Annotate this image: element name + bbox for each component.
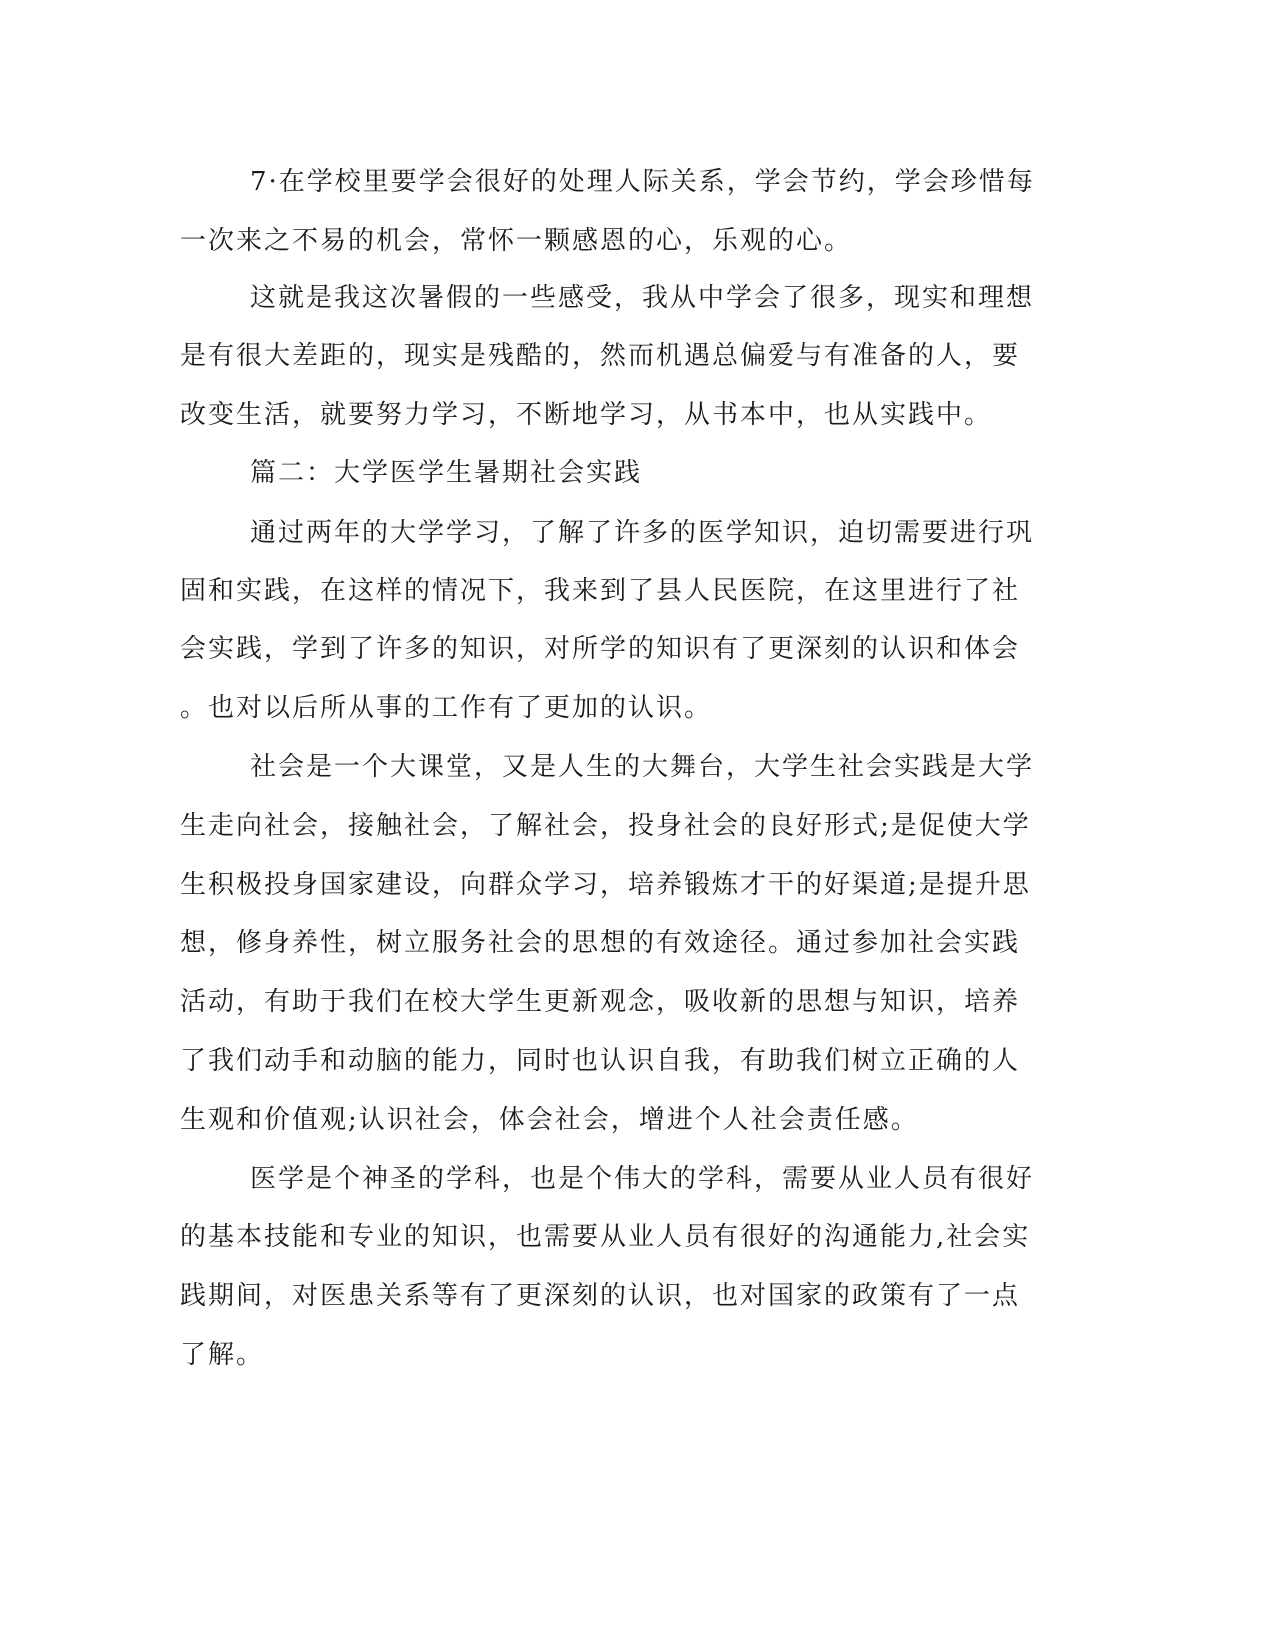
text-line: 7·在学校里要学会很好的处理人际关系，学会节约，学会珍惜每 bbox=[250, 167, 1035, 197]
text-line: 这就是我这次暑假的一些感受，我从中学会了很多，现实和理想 bbox=[250, 283, 1035, 313]
text-line: 。也对以后所从事的工作有了更加的认识。 bbox=[180, 693, 713, 723]
text-line: 了我们动手和动脑的能力，同时也认识自我，有助我们树立正确的人 bbox=[180, 1046, 1021, 1076]
text-line: 了解。 bbox=[180, 1340, 265, 1370]
text-line: 生观和价值观;认识社会，体会社会，增进个人社会责任感。 bbox=[180, 1105, 919, 1135]
text-line: 社会是一个大课堂，又是人生的大舞台，大学生社会实践是大学 bbox=[250, 752, 1035, 782]
text-line: 一次来之不易的机会，常怀一颗感恩的心，乐观的心。 bbox=[180, 226, 853, 256]
text-line: 践期间，对医患关系等有了更深刻的认识，也对国家的政策有了一点 bbox=[180, 1281, 1021, 1311]
text-line: 通过两年的大学学习，了解了许多的医学知识，迫切需要进行巩 bbox=[250, 518, 1035, 548]
text-line: 生积极投身国家建设，向群众学习，培养锻炼才干的好渠道;是提升思 bbox=[180, 870, 1031, 900]
text-line: 是有很大差距的，现实是残酷的，然而机遇总偏爱与有准备的人，要 bbox=[180, 341, 1021, 371]
text-line: 生走向社会，接触社会，了解社会，投身社会的良好形式;是促使大学 bbox=[180, 811, 1031, 841]
text-line: 想，修身养性，树立服务社会的思想的有效途径。通过参加社会实践 bbox=[180, 928, 1021, 958]
text-line: 活动，有助于我们在校大学生更新观念，吸收新的思想与知识，培养 bbox=[180, 987, 1021, 1017]
text-line: 会实践，学到了许多的知识，对所学的知识有了更深刻的认识和体会 bbox=[180, 634, 1021, 664]
text-line: 医学是个神圣的学科，也是个伟大的学科，需要从业人员有很好 bbox=[250, 1164, 1035, 1194]
text-line: 改变生活，就要努力学习，不断地学习，从书本中，也从实践中。 bbox=[180, 400, 993, 430]
text-line: 的基本技能和专业的知识，也需要从业人员有很好的沟通能力,社会实 bbox=[180, 1222, 1031, 1252]
text-line: 固和实践，在这样的情况下，我来到了县人民医院，在这里进行了社 bbox=[180, 576, 1021, 606]
section-heading: 篇二：大学医学生暑期社会实践 bbox=[250, 458, 643, 488]
